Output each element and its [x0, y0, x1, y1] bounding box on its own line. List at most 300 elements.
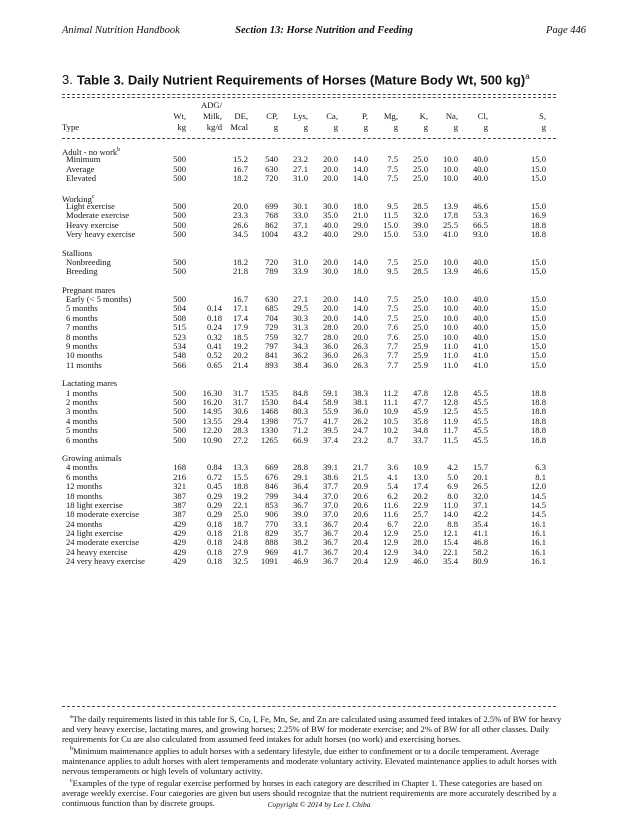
table-cell: 32.0: [472, 490, 488, 501]
table-cell: 25.9: [412, 350, 428, 361]
row-label: [66, 230, 135, 239]
table-cell: 515: [173, 322, 186, 333]
table-cell: 500: [173, 173, 186, 184]
table-cell: 17.8: [442, 210, 458, 221]
table-cell: 14.0: [352, 163, 368, 174]
table-cell: 20.2: [232, 350, 248, 361]
table-cell: 12.9: [382, 528, 398, 539]
table-cell: 45.5: [472, 396, 488, 407]
table-cell: 500: [173, 154, 186, 165]
header-book-title: Animal Nutrition Handbook: [62, 25, 180, 36]
table-cell: 500: [173, 294, 186, 305]
table-cell: 500: [173, 387, 186, 398]
table-cell: 20.0: [322, 303, 338, 314]
row-spacer: [62, 184, 556, 193]
table-cell: 39.0: [292, 509, 308, 520]
table-cell: 18.8: [530, 229, 546, 240]
table-cell: 35.4: [472, 518, 488, 529]
column-header: [506, 111, 546, 133]
row-spacer: [62, 445, 556, 454]
table-cell: 0.29: [206, 499, 222, 510]
column-header-line: g: [363, 122, 368, 132]
row-label-text: 18 months: [66, 490, 103, 501]
table-cell: 25.0: [412, 303, 428, 314]
rule-top: [62, 94, 556, 95]
footnote-mark: c: [91, 193, 95, 200]
table-cell: 15.0: [530, 173, 546, 184]
table-cell: 40.0: [322, 219, 338, 230]
row-spacer: [62, 370, 556, 379]
table-cell: 12.1: [442, 528, 458, 539]
table-cell: 18.0: [352, 266, 368, 277]
table-cell: 37.1: [292, 219, 308, 230]
row-label-text: Stallions: [62, 247, 93, 258]
table-cell: 41.7: [292, 546, 308, 557]
table-cell: 53.0: [412, 229, 428, 240]
table-cell: 29.1: [292, 471, 308, 482]
table-cell: 10.0: [442, 294, 458, 305]
table-cell: 11.7: [443, 425, 458, 436]
table-cell: 18.2: [232, 256, 248, 267]
row-label-text: Growing animals: [62, 452, 122, 463]
table-cell: 500: [173, 229, 186, 240]
page-header: [62, 25, 586, 39]
footnote: [62, 712, 562, 744]
table-cell: 10.2: [382, 425, 398, 436]
column-header-line: K,: [419, 111, 428, 121]
table-cell: 20.6: [352, 509, 368, 520]
table-cell: 12.9: [382, 537, 398, 548]
table-cell: 8.7: [387, 434, 398, 445]
table-cell: 71.2: [292, 425, 308, 436]
table-cell: 13.3: [232, 462, 248, 473]
table-cell: 15.0: [530, 331, 546, 342]
row-label-text: 7 months: [66, 322, 98, 333]
footnote-text: Minimum maintenance applies to adult horses with a sedentary lifestyle, due either to confinement or to a docile temperament. Average maintenance applies to adult horses with alert temperaments and moderate voluntary activity. Elevated maintenance applies to adult horses with nervous temperaments or high levels of voluntary activity.: [62, 745, 557, 776]
table-cell: 387: [173, 499, 186, 510]
row-label-text: 18 moderate exercise: [66, 509, 140, 520]
table-cell: 31.3: [292, 322, 308, 333]
table-cell: 14.5: [530, 490, 546, 501]
table-cell: 58.9: [322, 396, 338, 407]
table-cell: 18.2: [232, 173, 248, 184]
table-cell: 46.6: [472, 200, 488, 211]
table-cell: 548: [173, 350, 186, 361]
table-cell: 500: [173, 266, 186, 277]
table-cell: 429: [173, 528, 186, 539]
table-cell: 0.65: [206, 359, 222, 370]
table-cell: 75.7: [292, 415, 308, 426]
table-cell: 80.9: [472, 556, 488, 567]
column-header-line: P,: [362, 111, 368, 121]
table-cell: 500: [173, 256, 186, 267]
table-cell: 18.8: [530, 387, 546, 398]
row-label-text: Nonbreeding: [66, 256, 111, 267]
column-header-line: Ca,: [326, 111, 338, 121]
column-header-line: Na,: [445, 111, 458, 121]
table-cell: 23.3: [232, 210, 248, 221]
table-cell: 26.5: [472, 481, 488, 492]
table-cell: 18.8: [530, 415, 546, 426]
table-cell: 5.4: [387, 481, 398, 492]
table-cell: 34.4: [292, 490, 308, 501]
table-cell: 36.0: [352, 406, 368, 417]
table-cell: 41.7: [322, 415, 338, 426]
table-cell: 20.4: [352, 528, 368, 539]
table-cell: 21.8: [232, 528, 248, 539]
table-cell: 15.5: [232, 471, 248, 482]
table-cell: 16.1: [530, 546, 546, 557]
table-cell: 11.5: [383, 210, 398, 221]
column-header-line: DE,: [234, 111, 248, 121]
table-cell: 4.1: [387, 471, 398, 482]
table-cell: 11.0: [443, 359, 458, 370]
table-cell: 20.9: [352, 481, 368, 492]
table-cell: 26.3: [352, 341, 368, 352]
table-cell: 7.5: [387, 154, 398, 165]
table-cell: 37.0: [322, 509, 338, 520]
table-cell: 21.7: [352, 462, 368, 473]
table-cell: 630: [265, 163, 278, 174]
table-cell: 25.0: [412, 163, 428, 174]
table-cell: 41.0: [472, 359, 488, 370]
table-cell: 14.0: [352, 256, 368, 267]
footnote-text: The daily requirements listed in this table for S, Co, I, Fe, Mn, Se, and Zn are calculated using assumed feed intakes of 2.5% of BW for heavy and very heavy exercise, lactating mares, and growing horses; 2.25% of BW for moderate exercise; and 2% of BW for all other classes. Daily requirements for Cu are also calculated from assumed feed intakes for adult horses (no work) and exercising horses.: [62, 713, 562, 744]
table-cell: 7.7: [387, 341, 398, 352]
table-cell: 30.0: [322, 200, 338, 211]
table-cell: 500: [173, 425, 186, 436]
table-cell: 28.8: [292, 462, 308, 473]
table-cell: 1265: [260, 434, 278, 445]
table-row: [62, 230, 556, 239]
table-cell: 39.5: [322, 425, 338, 436]
rule-bottom: [62, 706, 556, 707]
table-cell: 16.1: [530, 518, 546, 529]
table-cell: 15.0: [530, 163, 546, 174]
row-label-text: Light exercise: [66, 200, 115, 211]
table-cell: 699: [265, 200, 278, 211]
table-cell: 30.1: [292, 200, 308, 211]
table-cell: 1330: [260, 425, 278, 436]
table-cell: 20.4: [352, 518, 368, 529]
table-cell: 7.6: [387, 331, 398, 342]
table-cell: 523: [173, 331, 186, 342]
table-cell: 1004: [260, 229, 278, 240]
column-header-line: g: [453, 122, 458, 132]
table-cell: 8.1: [535, 471, 546, 482]
table-cell: 38.4: [292, 359, 308, 370]
table-cell: 888: [265, 537, 278, 548]
table-cell: 15.0: [530, 294, 546, 305]
table-cell: 10.0: [442, 322, 458, 333]
table-cell: 20.2: [412, 490, 428, 501]
table-cell: 59.1: [322, 387, 338, 398]
table-cell: 10.0: [442, 163, 458, 174]
table-cell: 14.5: [530, 499, 546, 510]
row-label-text: Very heavy exercise: [66, 229, 136, 240]
table-cell: 20.4: [352, 546, 368, 557]
table-cell: 11.0: [443, 341, 458, 352]
table-cell: 768: [265, 210, 278, 221]
table-cell: 38.6: [322, 471, 338, 482]
table-cell: 11.9: [443, 415, 458, 426]
table-cell: 45.5: [472, 406, 488, 417]
table-cell: 14.95: [202, 406, 222, 417]
table-cell: 11.0: [443, 350, 458, 361]
header-page-number: Page 446: [546, 25, 586, 36]
table-cell: 12.0: [530, 481, 546, 492]
table-cell: 38.2: [292, 537, 308, 548]
table-cell: 16.1: [530, 537, 546, 548]
table-cell: 18.0: [352, 200, 368, 211]
table-cell: 40.0: [472, 303, 488, 314]
table-row: [62, 557, 556, 566]
table-cell: 18.8: [530, 219, 546, 230]
row-label-text: Heavy exercise: [66, 219, 119, 230]
row-label-text: Adult - no work: [62, 146, 118, 157]
table-cell: 28.0: [322, 331, 338, 342]
column-header-line: Wt,: [173, 111, 186, 121]
table-cell: 20.0: [322, 312, 338, 323]
column-header-line: g: [393, 122, 398, 132]
table-cell: 46.8: [472, 537, 488, 548]
table-cell: 10.0: [442, 173, 458, 184]
table-cell: 28.5: [412, 200, 428, 211]
rule-under-header: [62, 138, 556, 139]
column-headers: [62, 100, 556, 136]
table-cell: 24.7: [352, 425, 368, 436]
table-cell: 20.6: [352, 490, 368, 501]
table-cell: 21.4: [232, 359, 248, 370]
table-cell: 18.8: [530, 434, 546, 445]
table-cell: 28.0: [322, 322, 338, 333]
table-cell: 33.7: [412, 434, 428, 445]
table-title-footnote-mark: a: [525, 72, 530, 81]
table-cell: 15.0: [530, 256, 546, 267]
column-header-line: g: [541, 122, 546, 132]
row-label-text: 24 moderate exercise: [66, 537, 140, 548]
row-label-text: Minimum: [66, 154, 101, 165]
table-cell: 7.5: [387, 173, 398, 184]
table-cell: 6.3: [535, 462, 546, 473]
table-cell: 20.0: [352, 331, 368, 342]
table-cell: 47.7: [412, 396, 428, 407]
table-cell: 11.0: [443, 499, 458, 510]
row-label-text: 9 months: [66, 341, 98, 352]
table-cell: 37.4: [322, 434, 338, 445]
table-row: [62, 361, 556, 370]
column-header-line: g: [483, 122, 488, 132]
row-label-text: 24 light exercise: [66, 528, 123, 539]
table-cell: 8.0: [447, 490, 458, 501]
row-label-text: Early (< 5 months): [66, 294, 132, 305]
table-cell: 36.2: [292, 350, 308, 361]
table-cell: 11.1: [383, 396, 398, 407]
table-cell: 46.0: [412, 556, 428, 567]
table-cell: 35.4: [442, 556, 458, 567]
table-cell: 0.18: [206, 528, 222, 539]
table-cell: 33.9: [292, 266, 308, 277]
table-cell: 168: [173, 462, 186, 473]
table-footnotes: [62, 712, 562, 808]
table-cell: 18.8: [530, 396, 546, 407]
table-cell: 38.1: [352, 396, 368, 407]
table-cell: 30.3: [292, 312, 308, 323]
table-cell: 40.0: [472, 322, 488, 333]
column-header-line: S,: [539, 111, 546, 121]
table-cell: 0.18: [206, 556, 222, 567]
table-cell: 18.5: [232, 331, 248, 342]
table-cell: 685: [265, 303, 278, 314]
row-label-text: 18 light exercise: [66, 499, 123, 510]
table-cell: 500: [173, 415, 186, 426]
table-cell: 540: [265, 154, 278, 165]
table-cell: 22.9: [412, 499, 428, 510]
table-cell: 27.9: [232, 546, 248, 557]
column-header-line: g: [303, 122, 308, 132]
table-cell: 321: [173, 481, 186, 492]
table-cell: 4.2: [447, 462, 458, 473]
table-cell: 16.7: [232, 163, 248, 174]
table-cell: 15.0: [530, 359, 546, 370]
copyright-footer: Copyright © 2014 by Lee I. Chiba: [267, 800, 371, 809]
table-cell: 39.1: [322, 462, 338, 473]
table-cell: 17.4: [412, 481, 428, 492]
table-cell: 31.7: [232, 387, 248, 398]
table-cell: 20.0: [352, 322, 368, 333]
row-label-text: Moderate exercise: [66, 210, 130, 221]
table-cell: 429: [173, 518, 186, 529]
table-cell: 23.2: [292, 154, 308, 165]
table-cell: 10.0: [442, 154, 458, 165]
table-cell: 0.24: [206, 322, 222, 333]
table-cell: 6.2: [387, 490, 398, 501]
column-header-line: g: [333, 122, 338, 132]
table-cell: 7.6: [387, 322, 398, 333]
table-cell: 42.2: [472, 509, 488, 520]
row-label-text: Average: [66, 163, 95, 174]
table-cell: 15.0: [530, 350, 546, 361]
table-cell: 20.0: [322, 163, 338, 174]
table-cell: 14.0: [352, 312, 368, 323]
table-cell: 25.7: [412, 509, 428, 520]
row-label-text: 11 months: [66, 359, 102, 370]
column-header-line: g: [273, 122, 278, 132]
column-header-line: g: [423, 122, 428, 132]
table-cell: 84.8: [292, 387, 308, 398]
table-cell: 39.0: [412, 219, 428, 230]
table-cell: 34.3: [292, 341, 308, 352]
table-cell: 15.4: [442, 537, 458, 548]
table-row: [62, 436, 556, 445]
table-cell: 19.2: [232, 341, 248, 352]
row-label-text: 10 months: [66, 350, 103, 361]
row-label-text: 24 months: [66, 518, 103, 529]
table-cell: 0.45: [206, 481, 222, 492]
table-cell: 11.6: [383, 509, 398, 520]
table-cell: 40.0: [322, 229, 338, 240]
table-cell: 41.1: [472, 528, 488, 539]
table-cell: 704: [265, 312, 278, 323]
table-cell: 37.0: [322, 499, 338, 510]
table-cell: 25.0: [412, 154, 428, 165]
table-cell: 34.8: [412, 425, 428, 436]
table-cell: 15.2: [232, 154, 248, 165]
table-cell: 32.0: [412, 210, 428, 221]
table-cell: 20.0: [322, 154, 338, 165]
table-cell: 58.2: [472, 546, 488, 557]
table-cell: 0.14: [206, 303, 222, 314]
column-header-line: Lys,: [293, 111, 308, 121]
table-cell: 770: [265, 518, 278, 529]
table-cell: 0.52: [206, 350, 222, 361]
table-cell: 10.0: [442, 256, 458, 267]
table-cell: 28.0: [412, 537, 428, 548]
table-cell: 429: [173, 556, 186, 567]
table-cell: 40.0: [472, 331, 488, 342]
table-cell: 0.18: [206, 537, 222, 548]
table-cell: 22.1: [442, 546, 458, 557]
table-cell: 6.9: [447, 481, 458, 492]
table-row: [62, 174, 556, 183]
table-cell: 6.7: [387, 518, 398, 529]
table-cell: 31.0: [292, 173, 308, 184]
table-cell: 26.3: [352, 359, 368, 370]
table-cell: 630: [265, 294, 278, 305]
table-cell: 33.0: [292, 210, 308, 221]
table-cell: 0.84: [206, 462, 222, 473]
table-cell: 66.9: [292, 434, 308, 445]
table-cell: 30.0: [322, 266, 338, 277]
row-label-text: 12 months: [66, 481, 103, 492]
table-cell: 799: [265, 490, 278, 501]
table-cell: 26.6: [232, 219, 248, 230]
table-cell: 8.8: [447, 518, 458, 529]
table-cell: 40.0: [472, 312, 488, 323]
table-cell: 40.0: [472, 154, 488, 165]
table-cell: 31.7: [232, 396, 248, 407]
table-cell: 40.0: [472, 294, 488, 305]
table-cell: 10.5: [382, 415, 398, 426]
table-cell: 841: [265, 350, 278, 361]
table-cell: 17.4: [232, 312, 248, 323]
table-cell: 14.0: [352, 294, 368, 305]
footnote: [62, 744, 562, 776]
table-cell: 27.1: [292, 163, 308, 174]
row-label-text: 8 months: [66, 331, 98, 342]
column-header: [146, 111, 186, 133]
table-cell: 17.1: [232, 303, 248, 314]
table-cell: 500: [173, 200, 186, 211]
table-cell: 36.4: [292, 481, 308, 492]
table-cell: 11.5: [443, 434, 458, 445]
column-header-line: Mcal: [230, 122, 248, 132]
table-cell: 35.8: [412, 415, 428, 426]
table-title: [62, 72, 530, 87]
table-cell: 969: [265, 546, 278, 557]
table-cell: 7.7: [387, 359, 398, 370]
row-label-text: 4 months: [66, 415, 98, 426]
table-cell: 46.6: [472, 266, 488, 277]
table-cell: 37.7: [322, 481, 338, 492]
table-cell: 93.0: [472, 229, 488, 240]
table-cell: 13.9: [442, 200, 458, 211]
table-cell: 16.7: [232, 294, 248, 305]
row-label-text: Elevated: [66, 173, 97, 184]
table-title-text: Table 3. Daily Nutrient Requirements of Horses (Mature Body Wt, 500 kg): [76, 72, 526, 88]
table-cell: 21.5: [352, 471, 368, 482]
table-cell: 3.6: [387, 462, 398, 473]
